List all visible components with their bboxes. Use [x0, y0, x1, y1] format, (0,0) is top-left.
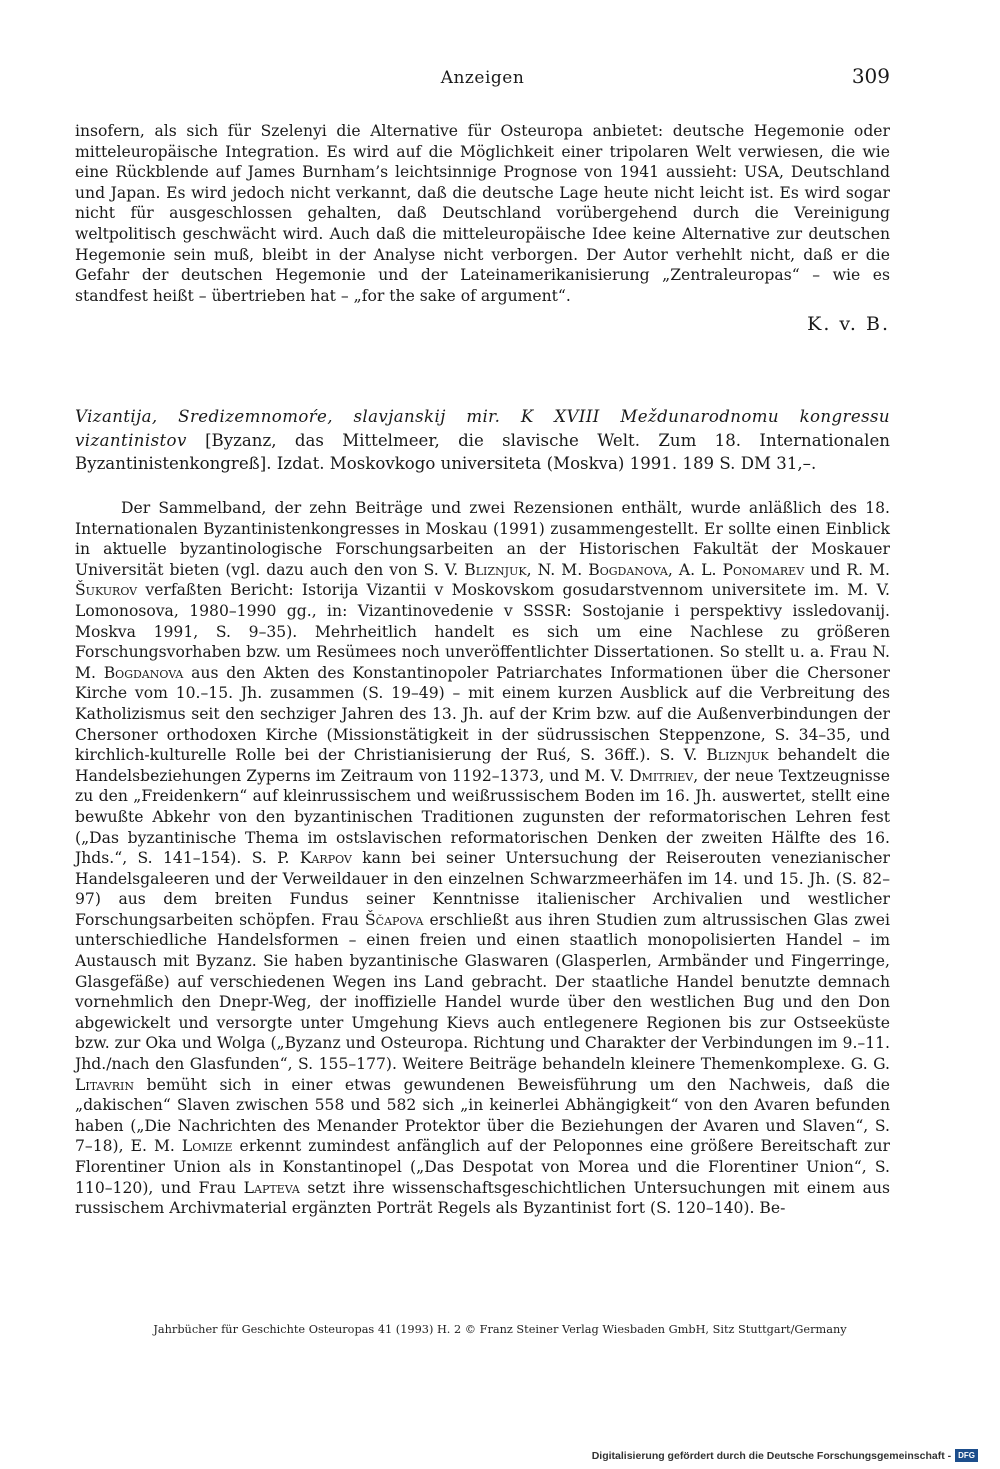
- author-name: Bliznjuk: [464, 560, 527, 579]
- author-name: Dmitriev: [629, 766, 694, 785]
- author-name: Bogdanova: [103, 663, 184, 682]
- author-name: Litavrin: [75, 1075, 135, 1094]
- body-text: setzt ihre wissenschaftsgeschichtlichen Untersuchungen mit einem aus russischem Archivmaterial ergänzten Porträt Regels als Byzantinist fort (S. 120–140). Be-: [75, 1178, 890, 1218]
- page-header: [75, 64, 890, 94]
- book-citation-details: [Byzanz, das Mittelmeer, die slavische Welt. Zum 18. Internationalen Byzantinistenkongreß]. Izdat. Moskovkogo universiteta (Moskva) 1991. 189 S. DM 31,–.: [75, 430, 890, 473]
- body-text: , der neue Textzeugnisse zu den „Freidenkern“ auf kleinrussischem und weißrussischem Boden im 16. Jh. auswertet, stellt eine bewußte Abkehr von den byzantinischen Traditionen zugunsten der reformatorischen Lehren fest („Das byzantinische Thema im ostslavischen reformatorischen Denken der zweiten Hälfte des 16. Jhds.“, S. 141–154). S. P.: [75, 766, 890, 868]
- body-text: aus den Akten des Konstantinopoler Patriarchates Informationen über die Chersoner Kirche vom 10.–15. Jh. zusammen (S. 19–49) – mit einem kurzen Ausblick auf die Verbreitung des Katholizismus seit den sechziger Jahren des 13. Jh. auf der Krim bzw. auf die Außenverbindungen der Chersoner orthodoxen Kirche (Missionstätigkeit in der südrussischen Steppenzone, S. 34–35, und kirchlich-kulturelle Rolle bei der Christianisierung der Ruś, S. 36ff.). S. V.: [75, 663, 890, 765]
- reviewer-signature: K. v. B.: [807, 313, 890, 335]
- body-text: kann bei seiner Untersuchung der Reiserouten venezianischer Handelsgaleeren und der Verweildauer in den einzelnen Schwarzmeerhäfen im 14. und 15. Jh. (S. 82–97) aus dem breiten Fundus seiner Kenntnisse italienischer Archivalien und westlicher Forschungsarbeiten schöpfen. Frau: [75, 849, 890, 929]
- review-paragraph-continued: insofern, als sich für Szelenyi die Alternative für Osteuropa anbietet: deutsche Hegemonie oder mitteleuropäische Integration. Es wird auf die Möglichkeit einer tripolaren Welt verwiesen, die wie eine Rückblende auf James Burnham’s leichtsinnige Prognose von 1941 aussieht: USA, Deutschland und Japan. Es wird jedoch nicht verkannt, daß die deutsche Lage heute nicht leicht ist. Es wird sogar nicht für ausgeschlossen gehalten, daß Deutschland vorübergehend durch die Vereinigung weltpolitisch geschwächt wird. Auch daß die mitteleuropäische Idee keine Alternative zur deutschen Hegemonie sein muß, bleibt in der Analyse nicht verborgen. Der Autor verhehlt nicht, daß er die Gefahr der deutschen Hegemonie und der Lateinamerikanisierung „Zentraleuropas“ – wie es standfest heißt – übertrieben hat – „for the sake of argument“.: [75, 122, 890, 305]
- author-name: Bliznjuk: [706, 746, 769, 765]
- review-body-paragraph: [75, 498, 890, 1219]
- body-text: verfaßten Bericht: Istorija Vizantii v Moskovskom gosudarstvennom universitete im. M. V. Lomonosova, 1980–1990 gg., in: Vizantinovedenie v SSSR: Sostojanie i perspektivy issledovanij. Moskva 1991, S. 9–35). Mehrheitlich handelt es sich um eine Nachlese zu größeren Forschungsvorhaben bzw. um Resümees noch unveröffentlichter Dissertationen. So stellt u. a. Frau N. M.: [75, 581, 890, 682]
- author-name: Ščapova: [365, 910, 424, 929]
- author-name: Lomize: [181, 1137, 233, 1156]
- author-name: Šukurov: [75, 581, 138, 600]
- dfg-banner: [592, 1449, 978, 1462]
- journal-imprint: Jahrbücher für Geschichte Osteuropas 41 (1993) H. 2 © Franz Steiner Verlag Wiesbaden GmbH, Sitz Stuttgart/Germany: [153, 1323, 847, 1336]
- body-text: erschließt aus ihren Studien zum altrussischen Glas zwei unterschiedliche Handelsformen – einen freien und einen staatlich monopolisierten Handel – im Austausch mit Byzanz. Sie haben byzantinische Glaswaren (Glasperlen, Armbänder und Fingerringe, Glasgefäße) auf verschiedenen Wegen ins Land gebracht. Der staatliche Handel benutzte demnach vornehmlich den Dnepr-Weg, der inoffizielle Handel wurde über den westlichen Bug und den Don abgewickelt und versorgte unter Umgehung Kievs auch entlegenere Regionen bis zur Ostseeküste bzw. zur Oka und Wolga („Byzanz und Osteuropa. Richtung und Charakter der Verbindungen im 9.–11. Jhd./nach den Glasfunden“, S. 155–177). Weitere Beiträge behandeln kleinere Themenkomplexe. G. G.: [75, 910, 890, 1074]
- digitization-note: Digitalisierung gefördert durch die Deutsche Forschungsgemeinschaft -: [591, 1449, 952, 1462]
- body-text: erkennt zumindest anfänglich auf der Peloponnes eine größere Bereitschaft zur Florentiner Union als in Konstantinopel („Das Despotat von Morea und die Florentiner Union“, S. 110–120), und Frau: [75, 1137, 890, 1197]
- book-title-italic: Vizantija, Sredizemnomoŕe, slavjanskij mir. K XVIII Meždunarodnomu kongressu vizantinistov: [75, 407, 890, 450]
- author-name: Ponomarev: [722, 560, 805, 579]
- body-text: Der Sammelband, der zehn Beiträge und zwei Rezensionen enthält, wurde anläßlich des 18. Internationalen Byzantinistenkongresses in Moskau (1991) zusammengestellt. Er sollte einen Einblick in aktuelle byzantinologische Forschungsarbeiten an der Historischen Fakultät der Moskauer Universität bieten (vgl. dazu auch den von S. V.: [75, 499, 890, 579]
- body-text: , A. L.: [667, 560, 723, 579]
- author-name: Lapteva: [243, 1178, 300, 1197]
- running-head: Anzeigen: [440, 68, 525, 88]
- body-text: behandelt die Handelsbeziehungen Zyperns im Zeitraum von 1192–1373, und M. V.: [75, 746, 891, 785]
- body-text: , N. M.: [526, 560, 589, 579]
- author-name: Bogdanova: [588, 560, 668, 579]
- body-text: bemüht sich in einer etwas gewundenen Beweisführung um den Nachweis, daß die „dakischen“ Slaven zwischen 558 und 582 sich „in keinerlei Abhängigkeit“ von den Avaren befunden haben („Die Nachrichten des Menander Protektor über die Beziehungen der Avaren und Slaven“, S. 7–18), E. M.: [75, 1075, 890, 1156]
- body-text: und R. M.: [804, 560, 891, 579]
- book-citation: [75, 405, 890, 476]
- author-name: Karpov: [299, 849, 352, 868]
- page-number: 309: [851, 64, 890, 88]
- dfg-logo: DFG: [955, 1449, 978, 1462]
